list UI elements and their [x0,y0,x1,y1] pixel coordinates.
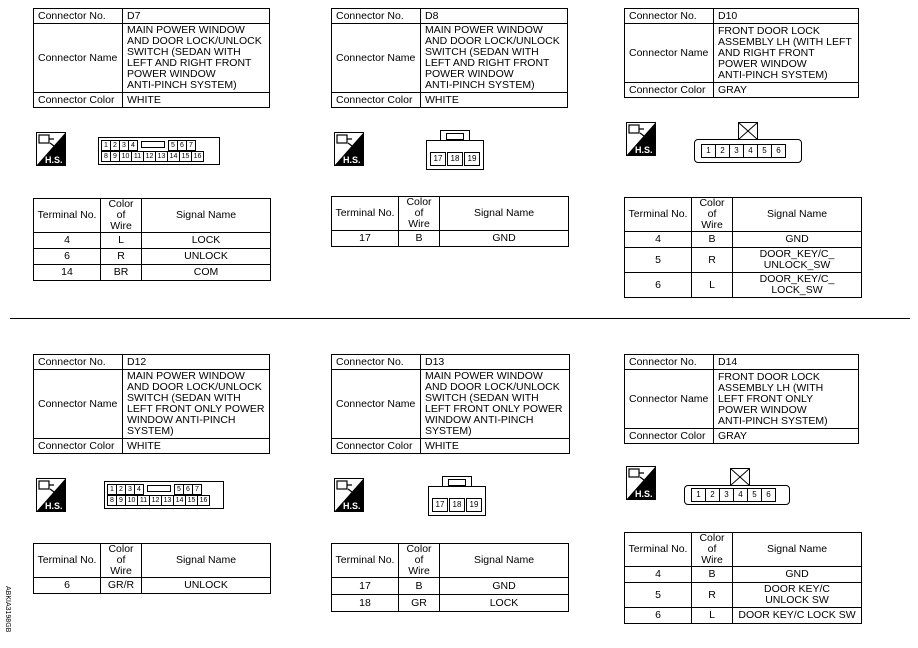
terminal-no-header: Terminal No. [625,198,692,232]
color-of-wire-header: Color of Wire [101,544,142,578]
connector-name-value: MAIN POWER WINDOW AND DOOR LOCK/UNLOCK SWITCH (SEDAN WITH LEFT FRONT ONLY POWER WINDOW ANTI-PINCH SYSTEM) [123,370,270,439]
pin: 17 [432,498,448,512]
pin: 16 [197,495,210,506]
connector-color-label: Connector Color [34,439,123,454]
pin: 7 [186,140,196,151]
pin: 4 [743,144,758,158]
harness-side-icon [36,478,66,512]
connector-no-label: Connector No. [34,355,123,370]
svg-text:H.S.: H.S. [343,501,361,511]
pin: 14 [173,495,186,506]
pin: 5 [747,488,762,502]
connector-name-label: Connector Name [625,24,714,83]
signal-name-header: Signal Name [733,198,862,232]
pin: 15 [179,151,192,162]
terminal-no-header: Terminal No. [332,544,399,578]
harness-side-icon [626,122,656,156]
pin: 16 [191,151,204,162]
connector-name-value: MAIN POWER WINDOW AND DOOR LOCK/UNLOCK SWITCH (SEDAN WITH LEFT AND RIGHT FRONT POWER WINDOW ANTI-PINCH SYSTEM) [421,24,568,93]
connector-color-value: GRAY [714,83,859,98]
pin: 1 [101,140,111,151]
pin: 18 [447,152,463,166]
pin: 1 [691,488,706,502]
color-of-wire-header: Color of Wire [692,198,733,232]
terminal-no-header: Terminal No. [34,199,101,233]
table-row: 6 L DOOR_KEY/C_ LOCK_SW [625,273,862,298]
connector-color-value: WHITE [123,93,270,108]
color-of-wire-header: Color of Wire [692,533,733,567]
pin: 19 [464,152,480,166]
pin: 17 [430,152,446,166]
svg-text:ABKIA3198GB: ABKIA3198GB [4,586,11,633]
svg-text:H.S.: H.S. [343,155,361,165]
terminal-no-header: Terminal No. [34,544,101,578]
pin: 5 [174,484,184,495]
pin: 5 [168,140,178,151]
pin: 15 [185,495,198,506]
connector-no-value: D14 [714,355,859,370]
svg-text:H.S.: H.S. [635,145,653,155]
pin: 2 [715,144,730,158]
figure-code [2,586,14,642]
harness-side-icon [334,132,364,166]
table-row: 6 GR/R UNLOCK [34,578,271,594]
pin: 1 [701,144,716,158]
svg-text:H.S.: H.S. [635,489,653,499]
connector-no-value: D13 [421,355,570,370]
table-row: 4 L LOCK [34,233,271,249]
pin: 7 [192,484,202,495]
pin: 13 [155,151,168,162]
pin: 1 [107,484,117,495]
connector-name-label: Connector Name [625,370,714,429]
table-row: 17 B GND [332,231,569,247]
connector-d12-pinout [104,481,224,509]
pin: 6 [771,144,786,158]
pin: 2 [705,488,720,502]
connector-d7-terminal-table [33,198,271,281]
connector-no-label: Connector No. [332,355,421,370]
svg-text:H.S.: H.S. [45,501,63,511]
pin: 12 [149,495,162,506]
table-row: 6 R UNLOCK [34,249,271,265]
connector-d12-terminal-table [33,543,271,594]
connector-d10-info [624,8,859,98]
pin: 11 [137,495,150,506]
pin-gap [137,140,169,149]
pin: 6 [761,488,776,502]
table-row: 6 L DOOR KEY/C LOCK SW [625,608,862,624]
pin: 2 [116,484,126,495]
connector-name-value: FRONT DOOR LOCK ASSEMBLY LH (WITH LEFT AND RIGHT FRONT POWER WINDOW ANTI-PINCH SYSTEM) [714,24,859,83]
pin: 3 [729,144,744,158]
connector-d8-pinout [426,130,484,170]
connector-no-label: Connector No. [625,355,714,370]
connector-d7-pinout [98,137,220,165]
connector-d10-terminal-table [624,197,862,298]
connector-name-value: FRONT DOOR LOCK ASSEMBLY LH (WITH LEFT FRONT ONLY POWER WINDOW ANTI-PINCH SYSTEM) [714,370,859,429]
pin-gap [143,484,175,493]
pin: 12 [143,151,156,162]
pin: 11 [131,151,144,162]
pin: 4 [134,484,144,495]
signal-name-header: Signal Name [142,544,271,578]
connector-no-label: Connector No. [34,9,123,24]
connector-name-value: MAIN POWER WINDOW AND DOOR LOCK/UNLOCK SWITCH (SEDAN WITH LEFT FRONT ONLY POWER WINDOW ANTI-PINCH SYSTEM) [421,370,570,439]
connector-d8-info [331,8,568,108]
color-of-wire-header: Color of Wire [399,544,440,578]
connector-d14-info [624,354,859,444]
svg-text:H.S.: H.S. [45,155,63,165]
harness-side-icon [334,478,364,512]
connector-d13-terminal-table [331,543,569,612]
connector-d7-info [33,8,270,108]
pin: 8 [107,495,117,506]
connector-name-label: Connector Name [332,24,421,93]
signal-name-header: Signal Name [142,199,271,233]
connector-d10-pinout [694,122,804,164]
color-of-wire-header: Color of Wire [101,199,142,233]
connector-color-label: Connector Color [332,439,421,454]
connector-name-label: Connector Name [34,370,123,439]
pin: 3 [119,140,129,151]
pin: 13 [161,495,174,506]
connector-d12-info [33,354,270,454]
connector-d13-pinout [428,476,486,516]
harness-side-icon [626,466,656,500]
connector-no-value: D8 [421,9,568,24]
pin: 6 [183,484,193,495]
connector-name-label: Connector Name [332,370,421,439]
connector-color-value: WHITE [421,93,568,108]
connector-d8-terminal-table [331,196,569,247]
signal-name-header: Signal Name [440,544,569,578]
pin: 9 [110,151,120,162]
connector-name-value: MAIN POWER WINDOW AND DOOR LOCK/UNLOCK SWITCH (SEDAN WITH LEFT AND RIGHT FRONT POWER WINDOW ANTI-PINCH SYSTEM) [123,24,270,93]
table-row: 5 R DOOR KEY/C UNLOCK SW [625,583,862,608]
pin: 5 [757,144,772,158]
table-row: 5 R DOOR_KEY/C_ UNLOCK_SW [625,248,862,273]
pin: 4 [128,140,138,151]
connector-d14-terminal-table [624,532,862,624]
connector-color-value: WHITE [123,439,270,454]
pin: 3 [125,484,135,495]
pin: 18 [449,498,465,512]
connector-color-value: WHITE [421,439,570,454]
connector-no-value: D12 [123,355,270,370]
pin: 4 [733,488,748,502]
connector-no-value: D10 [714,9,859,24]
harness-side-icon [36,132,66,166]
table-row: 18 GR LOCK [332,595,569,612]
pin: 10 [119,151,132,162]
pin: 19 [466,498,482,512]
color-of-wire-header: Color of Wire [399,197,440,231]
connector-name-label: Connector Name [34,24,123,93]
table-row: 4 B GND [625,567,862,583]
connector-d14-pinout [684,468,792,506]
connector-color-label: Connector Color [332,93,421,108]
connector-d13-info [331,354,570,454]
connector-no-label: Connector No. [332,9,421,24]
section-divider [10,318,910,319]
pin: 9 [116,495,126,506]
terminal-no-header: Terminal No. [332,197,399,231]
table-row: 14 BR COM [34,265,271,281]
terminal-no-header: Terminal No. [625,533,692,567]
pin: 14 [167,151,180,162]
pin: 10 [125,495,138,506]
pin: 6 [177,140,187,151]
pin: 3 [719,488,734,502]
connector-no-label: Connector No. [625,9,714,24]
connector-color-value: GRAY [714,429,859,444]
connector-no-value: D7 [123,9,270,24]
signal-name-header: Signal Name [733,533,862,567]
connector-color-label: Connector Color [34,93,123,108]
connector-color-label: Connector Color [625,83,714,98]
pin: 2 [110,140,120,151]
table-row: 4 B GND [625,232,862,248]
table-row: 17 B GND [332,578,569,595]
pin: 8 [101,151,111,162]
connector-color-label: Connector Color [625,429,714,444]
signal-name-header: Signal Name [440,197,569,231]
